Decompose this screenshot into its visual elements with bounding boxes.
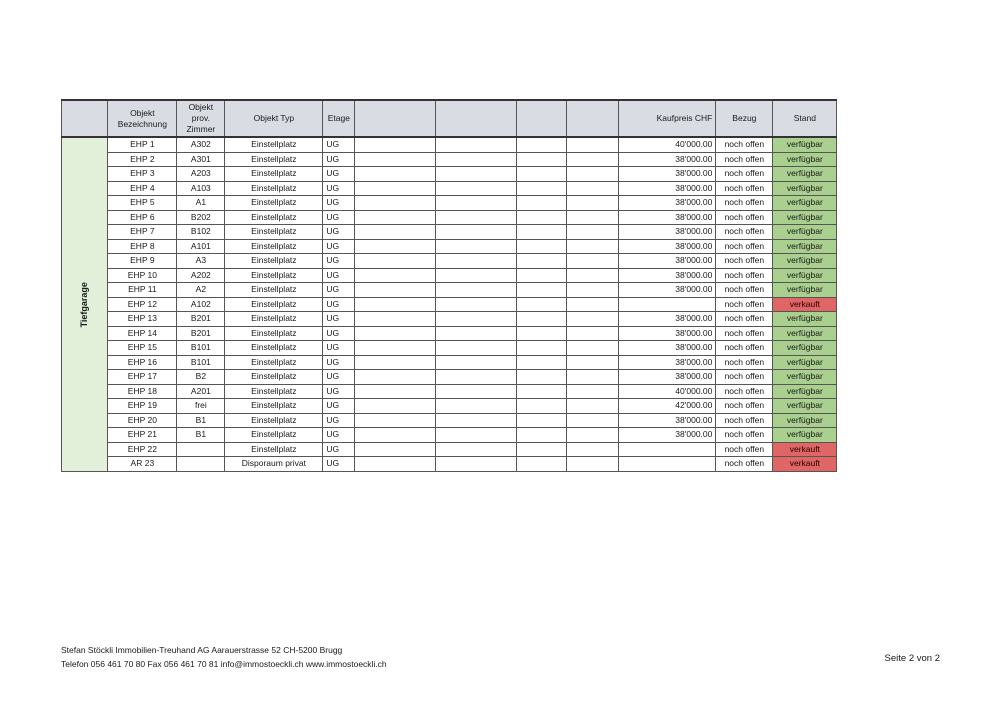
cell-zimmer: B202 — [177, 210, 225, 225]
cell-typ: Einstellplatz — [225, 268, 323, 283]
status-badge: verfügbar — [773, 152, 837, 167]
cell-etage: UG — [323, 167, 355, 182]
status-badge: verfügbar — [773, 137, 837, 152]
cell-bezeichnung: EHP 14 — [108, 326, 177, 341]
cell-empty — [517, 239, 567, 254]
cell-etage: UG — [323, 326, 355, 341]
cell-empty — [355, 152, 436, 167]
cell-empty — [517, 442, 567, 457]
header-section — [62, 100, 108, 137]
cell-kaufpreis: 38'000.00 — [619, 312, 716, 327]
cell-empty — [436, 399, 517, 414]
cell-typ: Einstellplatz — [225, 442, 323, 457]
cell-bezug: noch offen — [716, 196, 773, 211]
cell-etage: UG — [323, 210, 355, 225]
table-row — [62, 152, 837, 167]
table-row — [62, 312, 837, 327]
status-badge: verfügbar — [773, 196, 837, 211]
cell-bezug: noch offen — [716, 283, 773, 298]
status-badge: verfügbar — [773, 268, 837, 283]
cell-kaufpreis: 38'000.00 — [619, 355, 716, 370]
cell-empty — [567, 225, 619, 240]
cell-kaufpreis: 38'000.00 — [619, 326, 716, 341]
table-row — [62, 239, 837, 254]
cell-bezeichnung: EHP 15 — [108, 341, 177, 356]
status-badge: verfügbar — [773, 355, 837, 370]
cell-bezug: noch offen — [716, 370, 773, 385]
cell-kaufpreis: 40'000.00 — [619, 137, 716, 152]
cell-typ: Einstellplatz — [225, 370, 323, 385]
header-empty-2 — [436, 100, 517, 137]
table-row — [62, 370, 837, 385]
cell-empty — [436, 326, 517, 341]
cell-bezug: noch offen — [716, 167, 773, 182]
table-row — [62, 225, 837, 240]
cell-typ: Einstellplatz — [225, 312, 323, 327]
table-row — [62, 297, 837, 312]
cell-bezug: noch offen — [716, 210, 773, 225]
cell-empty — [567, 196, 619, 211]
cell-empty — [567, 442, 619, 457]
cell-empty — [355, 457, 436, 472]
cell-empty — [517, 297, 567, 312]
cell-bezeichnung: EHP 5 — [108, 196, 177, 211]
cell-zimmer: A202 — [177, 268, 225, 283]
cell-empty — [436, 355, 517, 370]
cell-bezeichnung: EHP 1 — [108, 137, 177, 152]
cell-zimmer — [177, 457, 225, 472]
cell-empty — [517, 152, 567, 167]
cell-empty — [567, 326, 619, 341]
cell-empty — [517, 341, 567, 356]
cell-empty — [567, 384, 619, 399]
cell-etage: UG — [323, 137, 355, 152]
cell-etage: UG — [323, 196, 355, 211]
cell-kaufpreis: 38'000.00 — [619, 181, 716, 196]
cell-empty — [436, 297, 517, 312]
cell-typ: Einstellplatz — [225, 428, 323, 443]
cell-empty — [355, 196, 436, 211]
cell-empty — [517, 457, 567, 472]
cell-empty — [567, 370, 619, 385]
cell-empty — [567, 312, 619, 327]
status-badge: verkauft — [773, 297, 837, 312]
cell-kaufpreis: 38'000.00 — [619, 428, 716, 443]
cell-empty — [436, 167, 517, 182]
cell-zimmer: B1 — [177, 428, 225, 443]
cell-empty — [517, 370, 567, 385]
cell-empty — [436, 239, 517, 254]
cell-bezeichnung: EHP 3 — [108, 167, 177, 182]
cell-zimmer: B102 — [177, 225, 225, 240]
table-row — [62, 341, 837, 356]
cell-etage: UG — [323, 239, 355, 254]
cell-kaufpreis: 38'000.00 — [619, 210, 716, 225]
cell-empty — [355, 297, 436, 312]
cell-zimmer — [177, 442, 225, 457]
header-stand: Stand — [773, 100, 837, 137]
status-badge: verfügbar — [773, 370, 837, 385]
cell-kaufpreis: 38'000.00 — [619, 254, 716, 269]
cell-empty — [567, 428, 619, 443]
cell-bezeichnung: EHP 22 — [108, 442, 177, 457]
cell-empty — [355, 254, 436, 269]
cell-bezug: noch offen — [716, 152, 773, 167]
cell-empty — [517, 254, 567, 269]
cell-bezug: noch offen — [716, 442, 773, 457]
cell-empty — [567, 268, 619, 283]
cell-typ: Einstellplatz — [225, 341, 323, 356]
cell-zimmer: B201 — [177, 326, 225, 341]
cell-empty — [436, 428, 517, 443]
cell-bezeichnung: EHP 9 — [108, 254, 177, 269]
cell-zimmer: B2 — [177, 370, 225, 385]
cell-empty — [567, 297, 619, 312]
cell-bezeichnung: EHP 6 — [108, 210, 177, 225]
cell-bezeichnung: EHP 13 — [108, 312, 177, 327]
table-row — [62, 167, 837, 182]
cell-empty — [517, 137, 567, 152]
cell-bezeichnung: EHP 10 — [108, 268, 177, 283]
cell-bezug: noch offen — [716, 181, 773, 196]
cell-etage: UG — [323, 370, 355, 385]
cell-etage: UG — [323, 399, 355, 414]
cell-etage: UG — [323, 312, 355, 327]
cell-bezeichnung: EHP 17 — [108, 370, 177, 385]
cell-empty — [355, 370, 436, 385]
cell-empty — [567, 152, 619, 167]
cell-typ: Einstellplatz — [225, 355, 323, 370]
status-badge: verfügbar — [773, 254, 837, 269]
cell-empty — [355, 413, 436, 428]
cell-empty — [355, 326, 436, 341]
footer-address — [61, 643, 387, 671]
cell-empty — [567, 399, 619, 414]
cell-etage: UG — [323, 283, 355, 298]
cell-zimmer: frei — [177, 399, 225, 414]
cell-bezug: noch offen — [716, 428, 773, 443]
page-number: Seite 2 von 2 — [884, 653, 940, 664]
cell-empty — [436, 413, 517, 428]
table-body — [62, 137, 837, 471]
cell-empty — [517, 268, 567, 283]
cell-empty — [436, 442, 517, 457]
cell-etage: UG — [323, 268, 355, 283]
cell-zimmer: A1 — [177, 196, 225, 211]
table-row — [62, 428, 837, 443]
cell-etage: UG — [323, 152, 355, 167]
cell-zimmer: A2 — [177, 283, 225, 298]
cell-empty — [355, 167, 436, 182]
status-badge: verkauft — [773, 442, 837, 457]
cell-empty — [355, 283, 436, 298]
cell-kaufpreis: 38'000.00 — [619, 152, 716, 167]
cell-empty — [355, 384, 436, 399]
header-empty-4 — [567, 100, 619, 137]
cell-empty — [517, 312, 567, 327]
cell-typ: Einstellplatz — [225, 167, 323, 182]
cell-empty — [355, 312, 436, 327]
status-badge: verfügbar — [773, 239, 837, 254]
cell-zimmer: A101 — [177, 239, 225, 254]
table-row — [62, 442, 837, 457]
cell-typ: Disporaum privat — [225, 457, 323, 472]
status-badge: verkauft — [773, 457, 837, 472]
cell-bezeichnung: EHP 18 — [108, 384, 177, 399]
table-row — [62, 283, 837, 298]
cell-bezug: noch offen — [716, 399, 773, 414]
table-row — [62, 399, 837, 414]
cell-kaufpreis: 38'000.00 — [619, 239, 716, 254]
header-empty-3 — [517, 100, 567, 137]
cell-typ: Einstellplatz — [225, 152, 323, 167]
cell-empty — [355, 225, 436, 240]
cell-kaufpreis: 38'000.00 — [619, 225, 716, 240]
cell-kaufpreis: 38'000.00 — [619, 167, 716, 182]
cell-empty — [355, 181, 436, 196]
cell-empty — [517, 326, 567, 341]
section-label: Tiefgarage — [78, 281, 89, 327]
cell-typ: Einstellplatz — [225, 181, 323, 196]
header-bezug: Bezug — [716, 100, 773, 137]
cell-kaufpreis: 38'000.00 — [619, 196, 716, 211]
cell-empty — [567, 254, 619, 269]
cell-empty — [517, 413, 567, 428]
cell-empty — [355, 399, 436, 414]
status-badge: verfügbar — [773, 167, 837, 182]
status-badge: verfügbar — [773, 413, 837, 428]
cell-empty — [436, 210, 517, 225]
header-zimmer: Objekt prov. Zimmer — [177, 100, 225, 137]
cell-etage: UG — [323, 297, 355, 312]
cell-kaufpreis: 40'000.00 — [619, 384, 716, 399]
parking-table — [61, 99, 837, 472]
cell-etage: UG — [323, 428, 355, 443]
status-badge: verfügbar — [773, 326, 837, 341]
cell-kaufpreis — [619, 442, 716, 457]
cell-bezug: noch offen — [716, 137, 773, 152]
cell-bezug: noch offen — [716, 457, 773, 472]
status-badge: verfügbar — [773, 210, 837, 225]
cell-etage: UG — [323, 341, 355, 356]
cell-empty — [355, 137, 436, 152]
cell-kaufpreis: 38'000.00 — [619, 341, 716, 356]
cell-empty — [567, 137, 619, 152]
section-label-cell — [62, 137, 108, 471]
cell-empty — [436, 181, 517, 196]
footer-line-company: Stefan Stöckli Immobilien-Treuhand AG Aarauerstrasse 52 CH-5200 Brugg — [61, 645, 343, 655]
cell-empty — [436, 370, 517, 385]
cell-empty — [567, 167, 619, 182]
cell-empty — [436, 341, 517, 356]
cell-empty — [355, 341, 436, 356]
footer-line-contact: Telefon 056 461 70 80 Fax 056 461 70 81 info@immostoeckli.ch www.immostoeckli.ch — [61, 659, 387, 669]
cell-empty — [517, 428, 567, 443]
cell-bezeichnung: EHP 21 — [108, 428, 177, 443]
cell-etage: UG — [323, 442, 355, 457]
cell-empty — [517, 210, 567, 225]
cell-zimmer: B101 — [177, 341, 225, 356]
cell-zimmer: A3 — [177, 254, 225, 269]
cell-empty — [567, 413, 619, 428]
cell-etage: UG — [323, 457, 355, 472]
cell-empty — [436, 283, 517, 298]
cell-empty — [436, 384, 517, 399]
cell-typ: Einstellplatz — [225, 137, 323, 152]
cell-bezeichnung: EHP 16 — [108, 355, 177, 370]
cell-zimmer: A302 — [177, 137, 225, 152]
header-empty-1 — [355, 100, 436, 137]
cell-bezeichnung: EHP 4 — [108, 181, 177, 196]
cell-bezeichnung: EHP 2 — [108, 152, 177, 167]
table-row — [62, 326, 837, 341]
cell-bezeichnung: EHP 11 — [108, 283, 177, 298]
cell-typ: Einstellplatz — [225, 225, 323, 240]
cell-empty — [436, 225, 517, 240]
cell-empty — [436, 312, 517, 327]
cell-zimmer: A201 — [177, 384, 225, 399]
cell-kaufpreis — [619, 297, 716, 312]
cell-etage: UG — [323, 413, 355, 428]
cell-empty — [517, 196, 567, 211]
cell-bezug: noch offen — [716, 297, 773, 312]
table-row — [62, 254, 837, 269]
cell-empty — [567, 283, 619, 298]
cell-etage: UG — [323, 225, 355, 240]
status-badge: verfügbar — [773, 181, 837, 196]
cell-empty — [436, 254, 517, 269]
table-row — [62, 413, 837, 428]
cell-bezug: noch offen — [716, 254, 773, 269]
status-badge: verfügbar — [773, 341, 837, 356]
cell-typ: Einstellplatz — [225, 254, 323, 269]
table-row — [62, 210, 837, 225]
status-badge: verfügbar — [773, 312, 837, 327]
cell-empty — [517, 283, 567, 298]
cell-empty — [567, 210, 619, 225]
cell-etage: UG — [323, 254, 355, 269]
cell-zimmer: A203 — [177, 167, 225, 182]
cell-empty — [517, 225, 567, 240]
cell-empty — [436, 137, 517, 152]
cell-kaufpreis: 38'000.00 — [619, 268, 716, 283]
table-row — [62, 137, 837, 152]
table-row — [62, 181, 837, 196]
cell-empty — [355, 268, 436, 283]
cell-empty — [355, 442, 436, 457]
cell-empty — [355, 210, 436, 225]
cell-empty — [517, 181, 567, 196]
cell-empty — [567, 181, 619, 196]
table-row — [62, 355, 837, 370]
status-badge: verfügbar — [773, 384, 837, 399]
cell-typ: Einstellplatz — [225, 297, 323, 312]
cell-bezeichnung: AR 23 — [108, 457, 177, 472]
header-kaufpreis: Kaufpreis CHF — [619, 100, 716, 137]
cell-zimmer: B1 — [177, 413, 225, 428]
cell-bezug: noch offen — [716, 413, 773, 428]
cell-empty — [355, 428, 436, 443]
cell-bezeichnung: EHP 12 — [108, 297, 177, 312]
cell-bezeichnung: EHP 19 — [108, 399, 177, 414]
cell-bezug: noch offen — [716, 225, 773, 240]
cell-kaufpreis: 42'000.00 — [619, 399, 716, 414]
table-row — [62, 196, 837, 211]
cell-zimmer: A102 — [177, 297, 225, 312]
cell-kaufpreis: 38'000.00 — [619, 370, 716, 385]
table-header-row — [62, 100, 837, 137]
cell-empty — [567, 239, 619, 254]
cell-bezug: noch offen — [716, 268, 773, 283]
table-row — [62, 384, 837, 399]
cell-kaufpreis: 38'000.00 — [619, 283, 716, 298]
cell-typ: Einstellplatz — [225, 196, 323, 211]
cell-empty — [517, 167, 567, 182]
cell-kaufpreis: 38'000.00 — [619, 413, 716, 428]
cell-etage: UG — [323, 181, 355, 196]
cell-bezug: noch offen — [716, 341, 773, 356]
cell-typ: Einstellplatz — [225, 413, 323, 428]
status-badge: verfügbar — [773, 225, 837, 240]
cell-zimmer: B201 — [177, 312, 225, 327]
cell-bezug: noch offen — [716, 326, 773, 341]
cell-etage: UG — [323, 384, 355, 399]
cell-bezug: noch offen — [716, 239, 773, 254]
cell-typ: Einstellplatz — [225, 326, 323, 341]
status-badge: verfügbar — [773, 428, 837, 443]
cell-zimmer: A301 — [177, 152, 225, 167]
table-row — [62, 268, 837, 283]
cell-empty — [355, 355, 436, 370]
table-row — [62, 457, 837, 472]
header-bezeichnung: Objekt Bezeichnung — [108, 100, 177, 137]
header-typ: Objekt Typ — [225, 100, 323, 137]
cell-etage: UG — [323, 355, 355, 370]
cell-empty — [517, 355, 567, 370]
cell-bezeichnung: EHP 20 — [108, 413, 177, 428]
cell-empty — [517, 384, 567, 399]
cell-typ: Einstellplatz — [225, 384, 323, 399]
cell-typ: Einstellplatz — [225, 210, 323, 225]
cell-typ: Einstellplatz — [225, 283, 323, 298]
status-badge: verfügbar — [773, 399, 837, 414]
cell-kaufpreis — [619, 457, 716, 472]
cell-bezeichnung: EHP 7 — [108, 225, 177, 240]
cell-zimmer: A103 — [177, 181, 225, 196]
cell-empty — [567, 457, 619, 472]
cell-bezug: noch offen — [716, 355, 773, 370]
cell-bezeichnung: EHP 8 — [108, 239, 177, 254]
cell-empty — [436, 152, 517, 167]
cell-empty — [436, 268, 517, 283]
cell-empty — [436, 457, 517, 472]
status-badge: verfügbar — [773, 283, 837, 298]
cell-bezug: noch offen — [716, 384, 773, 399]
cell-empty — [355, 239, 436, 254]
cell-empty — [567, 355, 619, 370]
cell-empty — [436, 196, 517, 211]
cell-empty — [567, 341, 619, 356]
cell-empty — [517, 399, 567, 414]
cell-bezug: noch offen — [716, 312, 773, 327]
cell-zimmer: B101 — [177, 355, 225, 370]
header-etage: Etage — [323, 100, 355, 137]
cell-typ: Einstellplatz — [225, 239, 323, 254]
cell-typ: Einstellplatz — [225, 399, 323, 414]
